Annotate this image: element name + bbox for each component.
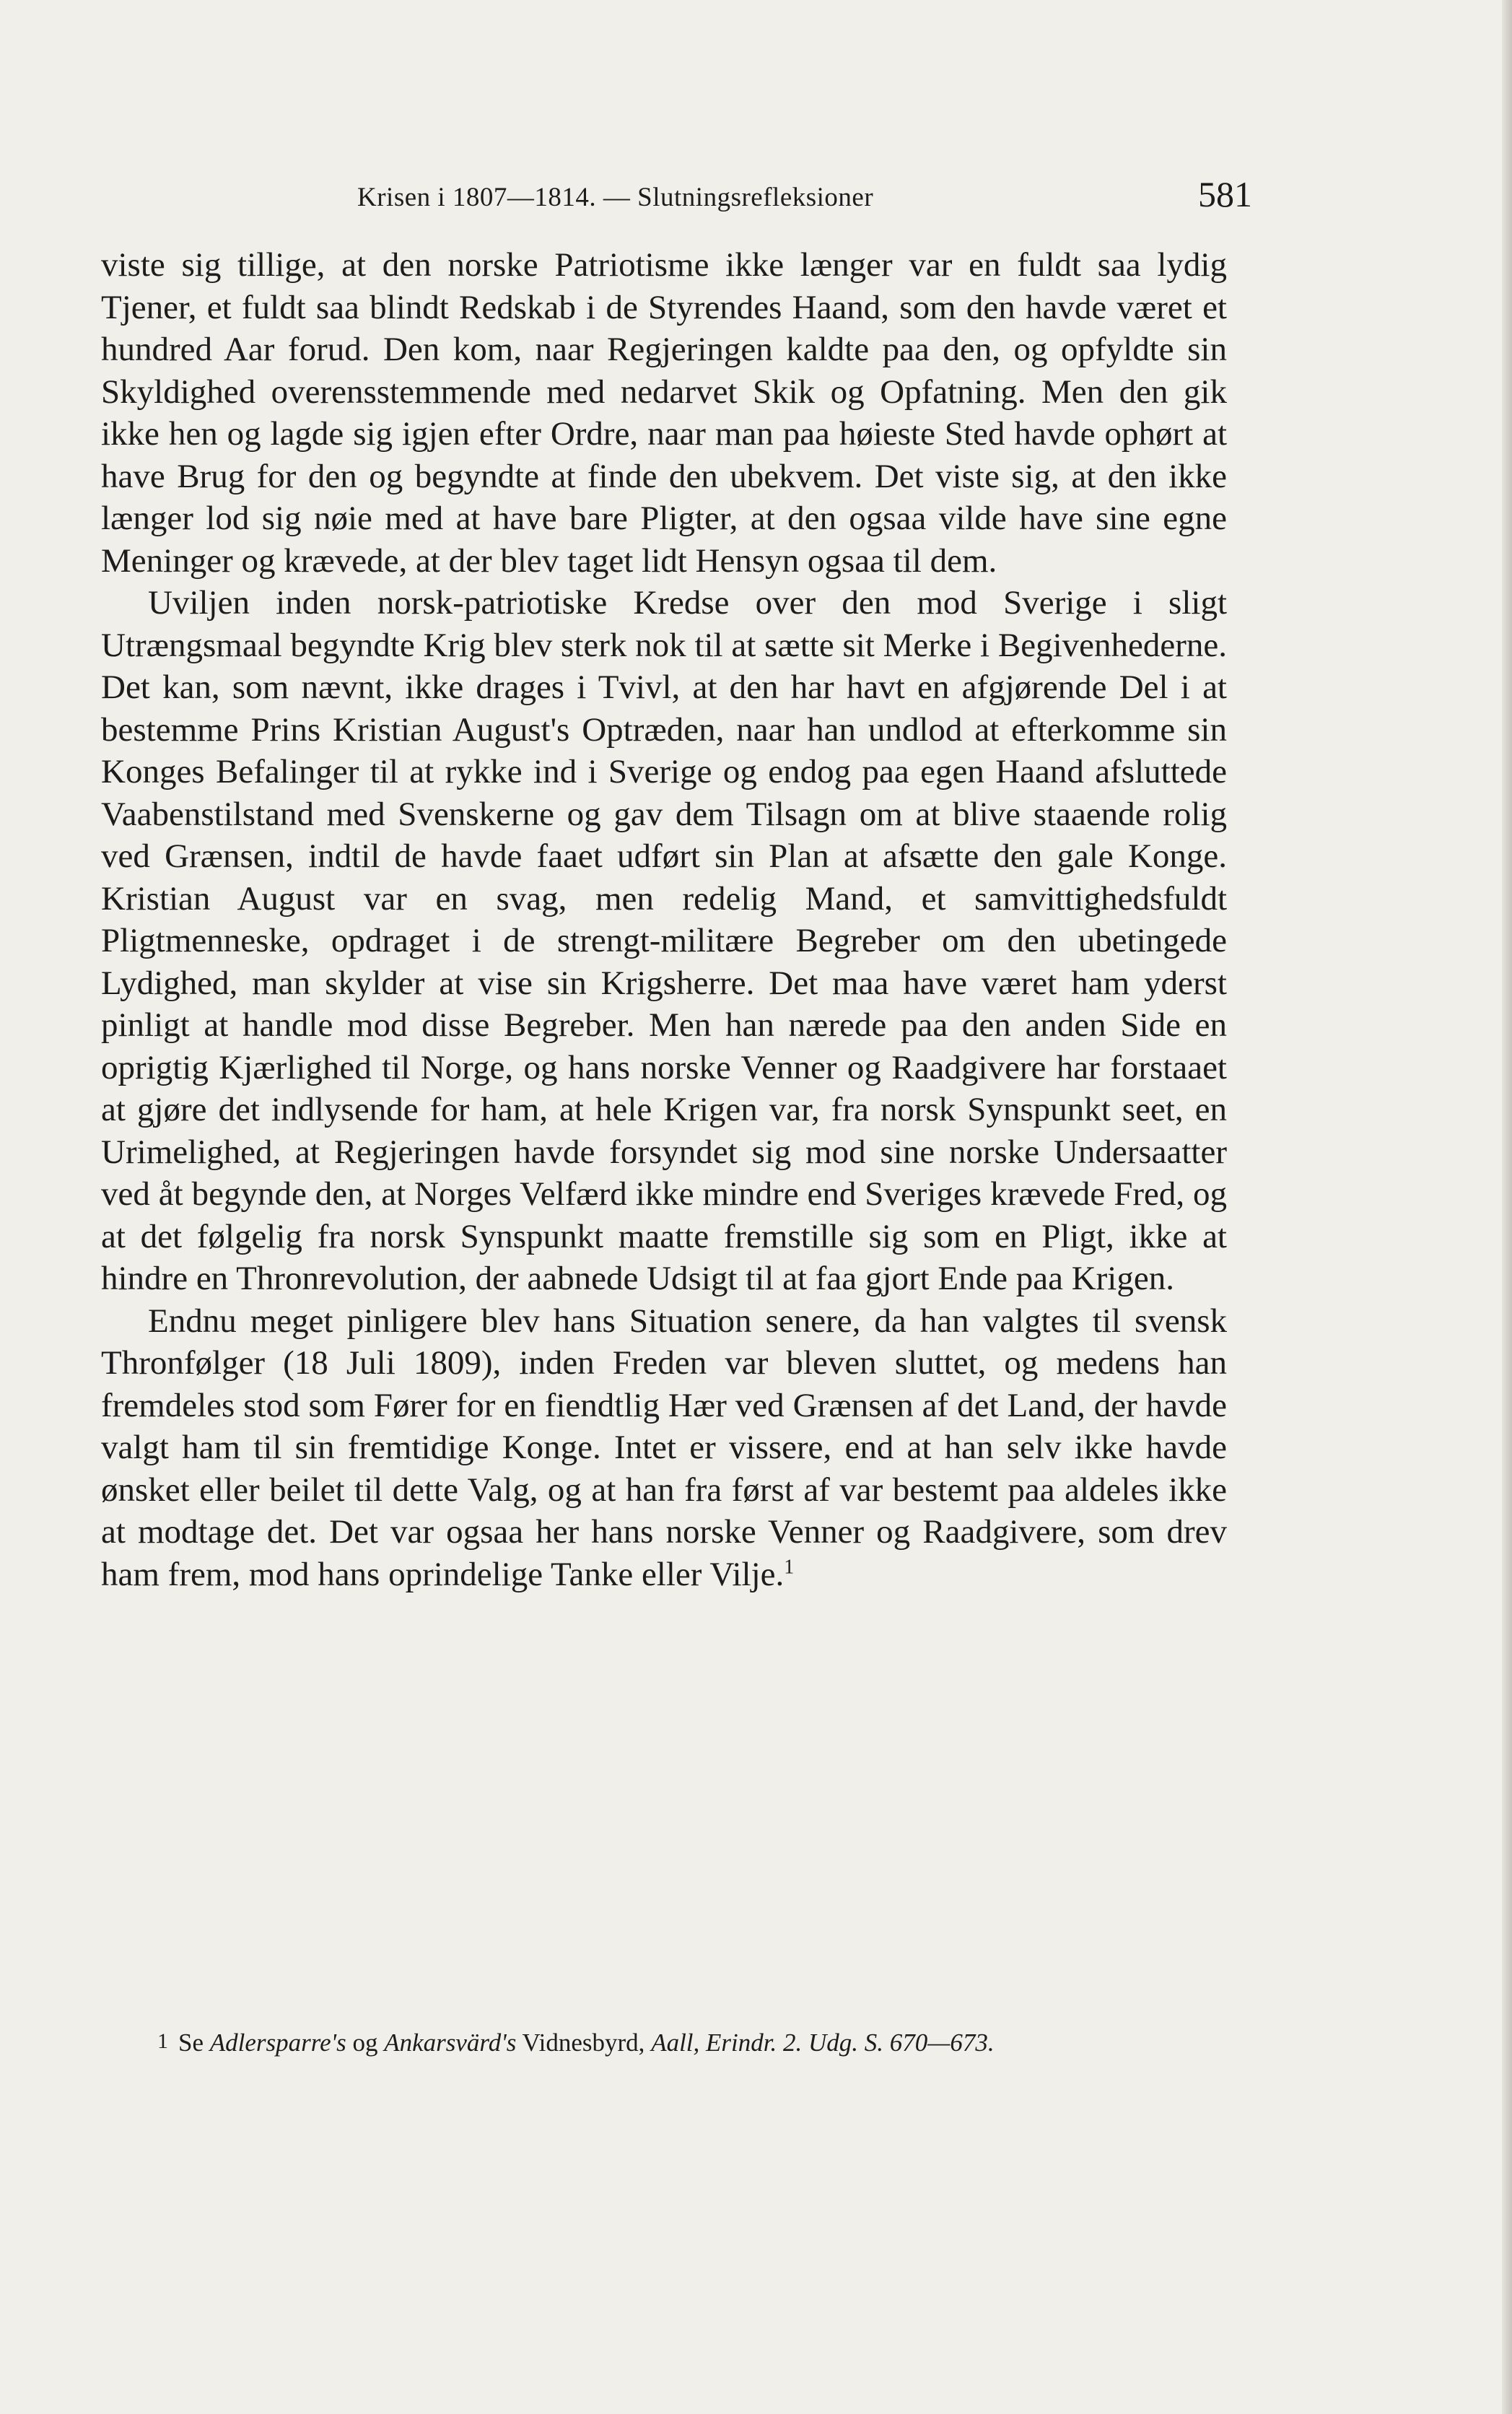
page-number: 581 bbox=[1198, 174, 1252, 214]
page-edge-shadow bbox=[1502, 0, 1512, 2414]
footnote-name-1: Adlersparre's bbox=[209, 2029, 346, 2057]
footnote-name-2: Ankarsvärd's bbox=[384, 2029, 517, 2057]
footnote-reference: Aall, Erindr. 2. Udg. S. 670—673. bbox=[651, 2029, 995, 2057]
footnote-conjunction: og bbox=[352, 2029, 378, 2057]
footnote-word: Vidnesbyrd, bbox=[522, 2029, 645, 2057]
running-title: Krisen i 1807—1814. — Slutningsrefleksioner bbox=[357, 183, 874, 212]
body-text bbox=[101, 244, 1227, 1595]
paragraph-3-text: Endnu meget pinligere blev hans Situation senere, da han valgtes til svensk Thronfølger (18 Juli 1809), inden Freden var bleven sluttet, og medens han fremdeles stod som Fører for en fiendtlig Hær ved Grænsen af det Land, der havde valgt ham til sin fremtidige Konge. Intet er vissere, end at han selv ikke havde ønsket eller beilet til dette Valg, og at han fra først af var bestemt paa aldeles ikke at modtage det. Det var ogsaa her hans norske Venner og Raadgivere, som drev ham frem, mod hans oprindelige Tanke eller Vilje. bbox=[101, 1302, 1227, 1593]
footnote bbox=[101, 2023, 1227, 2061]
footnote-lead: Se bbox=[178, 2029, 204, 2057]
footnote-reference-marker[interactable]: 1 bbox=[784, 1555, 795, 1578]
paragraph-3 bbox=[101, 1300, 1227, 1596]
footnote-number: 1 bbox=[157, 2029, 168, 2053]
paragraph-1: viste sig tillige, at den norske Patriotisme ikke længer var en fuldt saa lydig Tjener, et fuldt saa blindt Redskab i de Styrendes Haand, som den havde været et hundred Aar forud. Den kom, naar Regjeringen kaldte paa den, og opfyldte sin Skyldighed overensstemmende med nedarvet Skik og Opfatning. Men den gik ikke hen og lagde sig igjen efter Ordre, naar man paa høieste Sted havde ophørt at have Brug for den og begyndte at finde den ubekvem. Det viste sig, at den ikke længer lod sig nøie med at have bare Pligter, at den ogsaa vilde have sine egne Meninger og krævede, at der blev taget lidt Hensyn ogsaa til dem. bbox=[101, 246, 1227, 580]
running-head bbox=[357, 173, 1252, 224]
paragraph-2: Uviljen inden norsk-patriotiske Kredse over den mod Sverige i sligt Utrængsmaal begyndte Krig blev sterk nok til at sætte sit Merke i Begivenhederne. Det kan, som nævnt, ikke drages i Tvivl, at den har havt en afgjørende Del i at bestemme Prins Kristian August's Optræden, naar han undlod at efterkomme sin Konges Befalinger til at rykke ind i Sverige og endog paa egen Haand afsluttede Vaabenstilstand med Svenskerne og gav dem Tilsagn om at blive staaende rolig ved Grænsen, indtil de havde faaet udført sin Plan at afsætte den gale Konge. Kristian August var en svag, men redelig Mand, et samvittighedsfuldt Pligtmenneske, opdraget i de strengt-militære Begreber om den ubetingede Lydighed, man skylder at vise sin Krigsherre. Det maa have været ham yderst pinligt at handle mod disse Begreber. Men han nærede paa den anden Side en oprigtig Kjærlighed til Norge, og hans norske Venner og Raadgivere har forstaaet at gjøre det indlysende for ham, at hele Krigen var, fra norsk Synspunkt seet, en Urimelighed, at Regjeringen havde forsyndet sig mod sine norske Undersaatter ved åt begynde den, at Norges Velfærd ikke mindre end Sveriges krævede Fred, og at det følgelig fra norsk Synspunkt maatte fremstille sig som en Pligt, ikke at hindre en Thronrevolution, der aabnede Udsigt til at faa gjort Ende paa Krigen. bbox=[101, 584, 1227, 1297]
